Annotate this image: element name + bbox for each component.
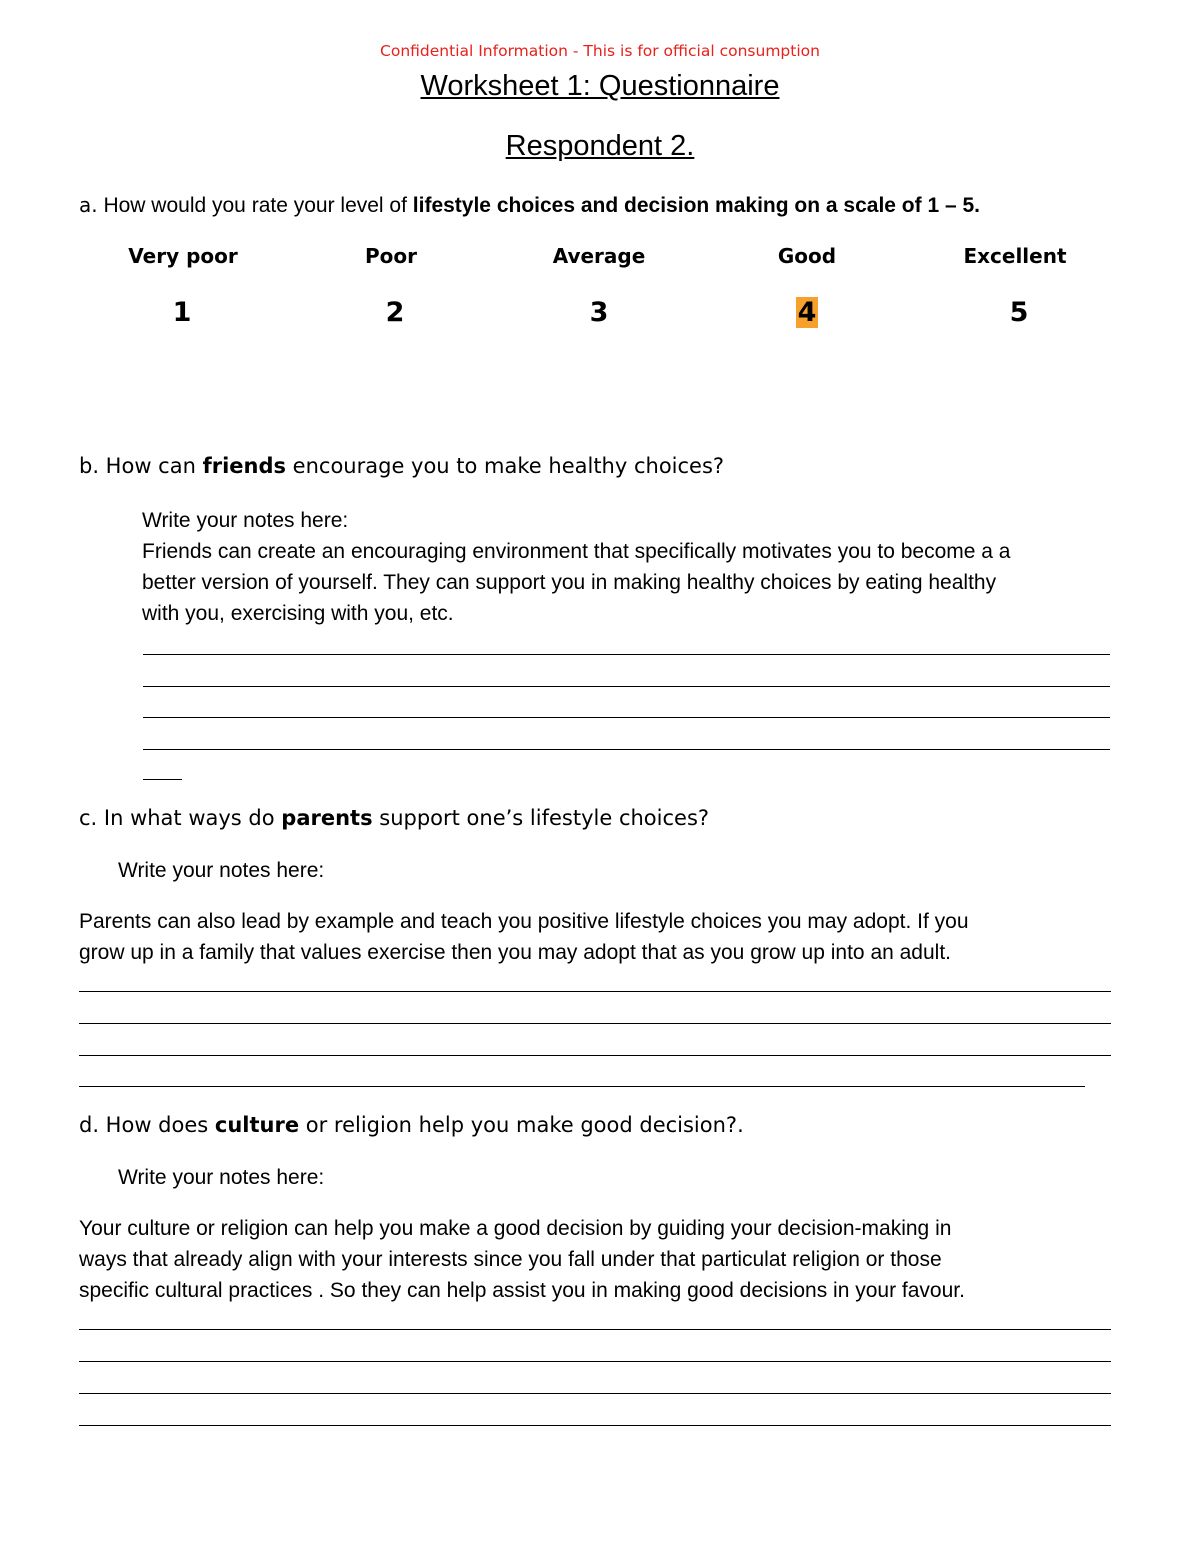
question-b-suffix: encourage you to make healthy choices? bbox=[286, 454, 725, 478]
answer-line: Your culture or religion can help you make a good decision by guiding your decision-making in bbox=[79, 1217, 952, 1240]
writing-line bbox=[143, 749, 1110, 750]
scale-value-3 bbox=[499, 294, 699, 332]
question-c-notes-label: Write your notes here: bbox=[118, 859, 325, 882]
scale-value-5-text: 5 bbox=[1009, 297, 1029, 328]
writing-line bbox=[79, 1425, 1111, 1426]
writing-line bbox=[79, 1329, 1111, 1330]
confidential-notice: Confidential Information - This is for official consumption bbox=[380, 42, 820, 60]
question-d-keyword: culture bbox=[214, 1113, 300, 1137]
respondent-heading: Respondent 2. bbox=[505, 130, 695, 162]
scale-value-2-text: 2 bbox=[385, 297, 405, 328]
scale-value-1 bbox=[82, 294, 282, 332]
writing-line bbox=[79, 1055, 1111, 1056]
scale-label-good: Good bbox=[777, 244, 837, 268]
question-b-notes-label: Write your notes here: bbox=[142, 509, 349, 532]
scale-label-poor: Poor bbox=[364, 244, 417, 268]
scale-value-4-text: 4 bbox=[797, 297, 817, 328]
question-b bbox=[79, 454, 1179, 478]
question-d-notes-label: Write your notes here: bbox=[118, 1166, 325, 1189]
scale-value-4 bbox=[707, 294, 907, 332]
question-a-letter: a. bbox=[79, 193, 98, 217]
question-b-prefix: b. How can bbox=[79, 454, 203, 478]
writing-line bbox=[79, 1393, 1111, 1394]
question-b-keyword: friends bbox=[202, 454, 286, 478]
question-d-suffix: or religion help you make good decision?. bbox=[299, 1113, 744, 1137]
writing-line bbox=[79, 991, 1111, 992]
question-d bbox=[79, 1113, 1179, 1137]
scale-value-3-text: 3 bbox=[589, 297, 609, 328]
question-a-bold-text: lifestyle choices and decision making on a scale of 1 – 5. bbox=[412, 194, 980, 217]
scale-value-1-text: 1 bbox=[172, 297, 192, 328]
question-a-text: How would you rate your level of bbox=[97, 194, 413, 217]
scale-label-average: Average bbox=[552, 244, 646, 268]
answer-line: with you, exercising with you, etc. bbox=[142, 602, 454, 625]
scale-value-5 bbox=[919, 294, 1119, 332]
scale-label-very-poor: Very poor bbox=[128, 244, 238, 268]
question-b-answer bbox=[142, 536, 1010, 629]
answer-line: grow up in a family that values exercise then you may adopt that as you grow up into an adult. bbox=[79, 941, 952, 964]
answer-line: ways that already align with your interests since you fall under that particulat religion or those bbox=[79, 1248, 942, 1271]
scale-label-excellent: Excellent bbox=[963, 244, 1067, 268]
question-c-keyword: parents bbox=[281, 806, 373, 830]
question-c-suffix: support one’s lifestyle choices? bbox=[372, 806, 710, 830]
question-a bbox=[79, 193, 1179, 218]
question-d-prefix: d. How does bbox=[79, 1113, 215, 1137]
answer-line: Friends can create an encouraging environment that specifically motivates you to become a a bbox=[142, 540, 1011, 563]
answer-line: Parents can also lead by example and teach you positive lifestyle choices you may adopt. If you bbox=[79, 910, 969, 933]
worksheet-title: Worksheet 1: Questionnaire bbox=[420, 70, 780, 102]
scale-value-2 bbox=[295, 294, 495, 332]
writing-line bbox=[143, 717, 1110, 718]
question-c bbox=[79, 806, 1179, 830]
answer-line: better version of yourself. They can support you in making healthy choices by eating healthy bbox=[142, 571, 997, 594]
question-c-answer bbox=[79, 906, 969, 968]
writing-line bbox=[79, 1361, 1111, 1362]
writing-line bbox=[143, 686, 1110, 687]
writing-line bbox=[79, 1023, 1111, 1024]
writing-line bbox=[143, 654, 1110, 655]
answer-line: specific cultural practices . So they can help assist you in making good decisions in your favour. bbox=[79, 1279, 965, 1302]
writing-line bbox=[143, 779, 182, 780]
question-d-answer bbox=[79, 1213, 965, 1306]
question-c-prefix: c. In what ways do bbox=[79, 806, 282, 830]
writing-line bbox=[79, 1086, 1085, 1087]
